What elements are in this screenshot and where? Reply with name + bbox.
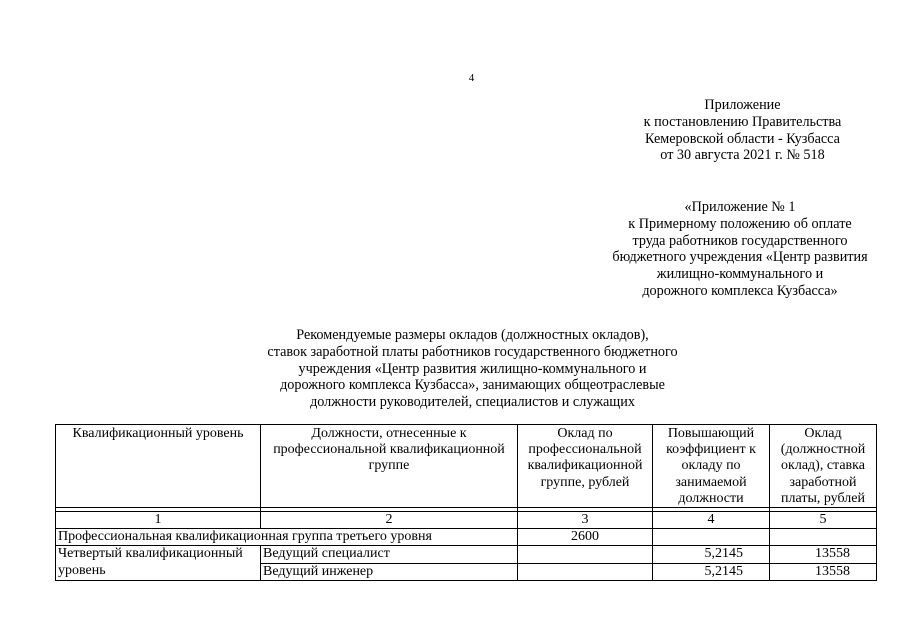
header-salary: Оклад по профессиональной квалификационной группе, рублей <box>518 425 653 508</box>
title-line: Рекомендуемые размеры окладов (должностных окладов), <box>296 327 649 343</box>
table-row <box>56 546 877 563</box>
annex1-line: жилищно-коммунального и <box>656 266 824 283</box>
header-pay: Оклад (должностной оклад), ставка заработной платы, рублей <box>770 425 877 508</box>
position-salary <box>518 546 653 563</box>
position-pay: 13558 <box>770 563 877 580</box>
page-number: 4 <box>468 72 475 84</box>
header-positions: Должности, отнесенные к профессиональной квалификационной группе <box>261 425 518 508</box>
position-name: Ведущий инженер <box>261 563 518 580</box>
column-number: 1 <box>56 512 261 529</box>
column-number: 4 <box>653 512 770 529</box>
title-line: дорожного комплекса Кузбасса», занимающих общеотраслевые <box>280 377 665 394</box>
title-line: ставок заработной платы работников государственного бюджетного <box>267 343 678 360</box>
annex1-line: дорожного комплекса Кузбасса» <box>642 282 838 299</box>
position-coefficient: 5,2145 <box>653 546 770 563</box>
annex1-line: к Примерному положению об оплате <box>628 215 852 232</box>
table-header-row <box>56 425 877 508</box>
annex-line: от 30 августа 2021 г. № 518 <box>660 147 825 164</box>
annex1-line: «Приложение № 1 <box>684 199 796 215</box>
position-salary <box>518 563 653 580</box>
position-pay: 13558 <box>770 546 877 563</box>
level-label: Четвертый квалификационный уровень <box>56 546 261 580</box>
annex-line: Приложение <box>704 97 781 113</box>
column-number: 2 <box>261 512 518 529</box>
column-number: 3 <box>518 512 653 529</box>
position-name: Ведущий специалист <box>261 546 518 563</box>
group-salary: 2600 <box>518 529 653 546</box>
position-coefficient: 5,2145 <box>653 563 770 580</box>
annex-line: Кемеровской области - Кузбасса <box>645 130 840 147</box>
group-label: Профессиональная квалификационная группа третьего уровня <box>56 529 518 546</box>
group-row <box>56 529 877 546</box>
document-title <box>200 327 745 411</box>
annex1-line: бюджетного учреждения «Центр развития <box>612 249 868 266</box>
column-number: 5 <box>770 512 877 529</box>
annex-line: к постановлению Правительства <box>643 113 842 130</box>
annex-header <box>605 97 880 164</box>
annex1-header <box>580 199 900 300</box>
column-number-row <box>56 512 877 529</box>
annex1-line: труда работников государственного <box>632 232 848 249</box>
salary-table <box>55 424 877 581</box>
title-line: должности руководителей, специалистов и служащих <box>310 394 635 411</box>
title-line: учреждения «Центр развития жилищно-коммунального и <box>298 360 647 377</box>
header-coefficient: Повышающий коэффициент к окладу по занимаемой должности <box>653 425 770 508</box>
header-level: Квалификационный уровень <box>56 425 261 508</box>
